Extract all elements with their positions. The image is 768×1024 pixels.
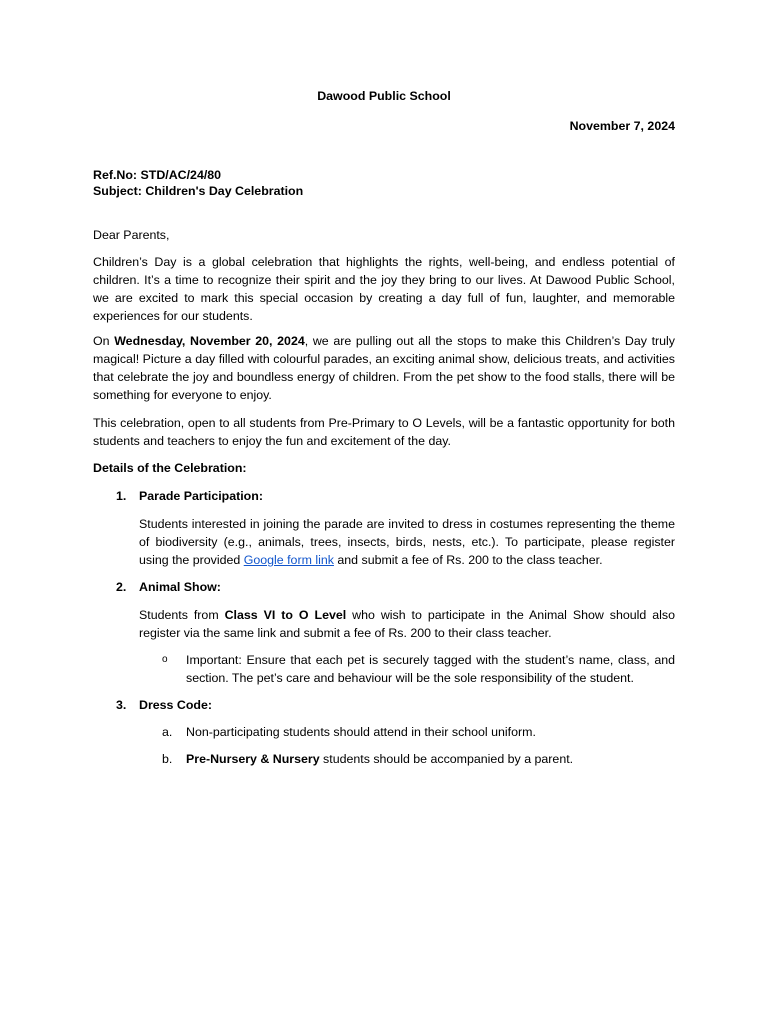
sub-bullet-marker: o <box>162 654 168 665</box>
dress-code-uniform: Non-participating students should attend in their school uniform. <box>186 725 536 739</box>
item-2-number: 2. <box>116 580 127 594</box>
item-3-number: 3. <box>116 698 127 712</box>
item-3-title: Dress Code: <box>139 698 212 712</box>
reference-number: Ref.No: STD/AC/24/80 <box>93 168 222 182</box>
sub-a-marker: a. <box>162 725 173 739</box>
item-2-text-rest: who wish to participate in the Animal Show should also register via the same link and submit a fee of Rs. 200 to their class teacher. <box>139 608 675 640</box>
sub-b-marker: b. <box>162 752 173 766</box>
intro-paragraph: Children’s Day is a global celebration that highlights the rights, well-being, and endless potential of children. It’s a time to recognize their spirit and the joy they bring to our lives. At Dawood Public School, we are excited to mark this special occasion by creating a day full of fun, laughter, and memorable experiences for our students. <box>93 255 675 323</box>
item-1-text-after: and submit a fee of Rs. 200 to the class teacher. <box>333 553 603 567</box>
letter-date: November 7, 2024 <box>569 119 675 133</box>
google-form-link[interactable]: Google form link <box>243 553 334 567</box>
eligibility-paragraph: This celebration, open to all students from Pre-Primary to O Levels, will be a fantastic opportunity for both students and teachers to enjoy the fun and excitement of the day. <box>93 416 675 448</box>
item-2-text-prefix: Students from <box>139 608 225 622</box>
para2-prefix: On <box>93 334 115 348</box>
para2-rest: , we are pulling out all the stops to make this Children’s Day truly magical! Picture a day filled with colourful parades, an exciting animal show, delicious treats, and activities that celebrate the joy and boundless energy of children. From the pet show to the food stalls, there will be something for everyone to enjoy. <box>93 334 676 402</box>
item-1-title: Parade Participation: <box>139 489 263 503</box>
item-1-text <box>139 515 675 569</box>
pre-nursery-label: Pre-Nursery & Nursery <box>186 752 320 766</box>
dress-code-parent <box>186 750 573 768</box>
item-1-text-before: Students interested in joining the parade are invited to dress in costumes representing the theme of biodiversity (e.g., animals, trees, insects, birds, nests, etc.). To participate, please register using the provided <box>139 517 675 567</box>
item-1-number: 1. <box>116 489 127 503</box>
item-2-title: Animal Show: <box>139 580 221 594</box>
item-2-text <box>139 606 675 642</box>
salutation: Dear Parents, <box>93 228 170 242</box>
event-date: Wednesday, November 20, 2024 <box>114 334 305 348</box>
details-heading: Details of the Celebration: <box>93 461 247 475</box>
subject-line: Subject: Children's Day Celebration <box>93 184 304 198</box>
event-date-paragraph <box>93 332 675 404</box>
school-name: Dawood Public School <box>317 89 451 103</box>
item-2-class-range: Class VI to O Level <box>224 608 347 622</box>
important-note: Important: Ensure that each pet is securely tagged with the student’s name, class, and section. The pet’s care and behaviour will be the sole responsibility of the student. <box>186 653 675 685</box>
dress-code-parent-rest: students should be accompanied by a parent. <box>319 752 574 766</box>
